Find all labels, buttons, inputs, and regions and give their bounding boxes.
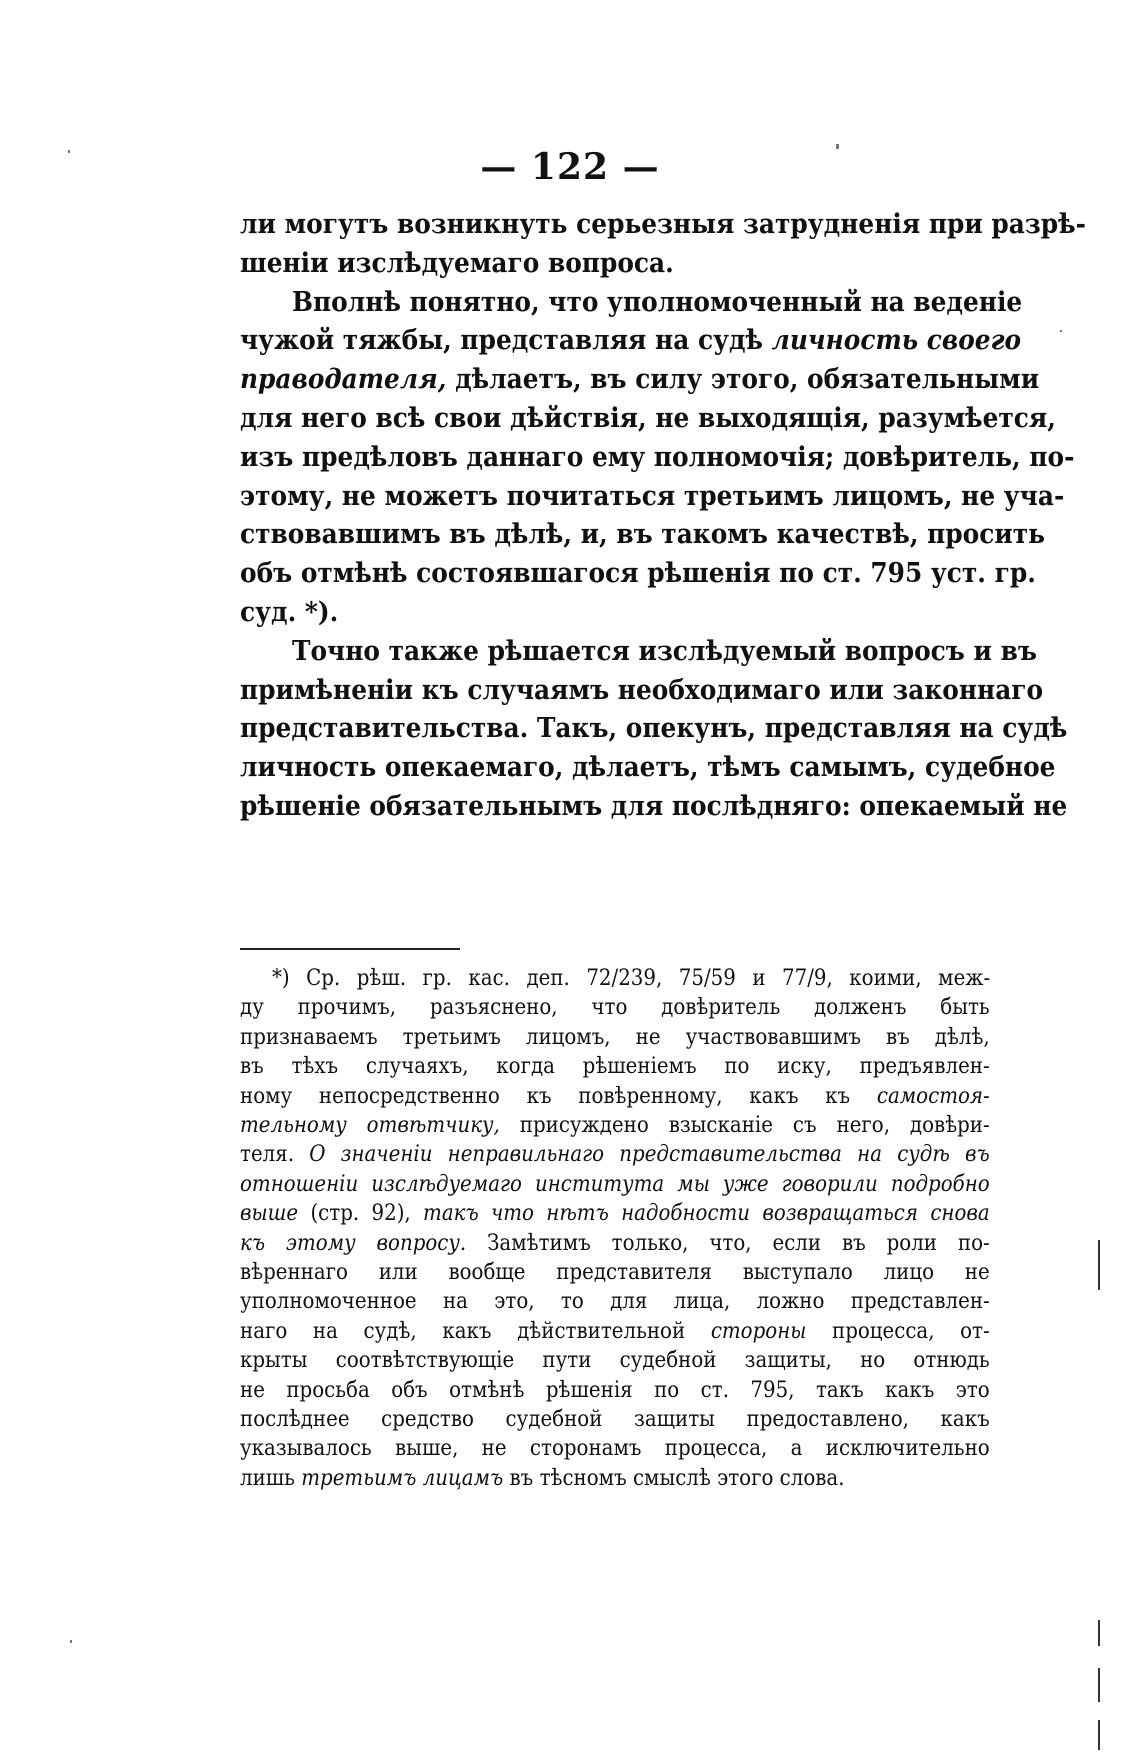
italic-text: такъ что нѣтъ надобности возвращаться снова: [423, 1201, 990, 1227]
scan-margin-mark: [1098, 1720, 1100, 1750]
footnote-line: [240, 1347, 990, 1377]
text-line: [240, 247, 990, 283]
text-run: присуждено взысканіе съ него, довѣри-: [499, 1113, 990, 1138]
italic-text: О значеніи неправильнаго представительства на судѣ въ: [309, 1142, 990, 1168]
text-run: объ отмѣнѣ состоявшагося рѣшенія по ст. 795 уст. гр.: [240, 558, 1036, 590]
footnote-line: [240, 1259, 990, 1289]
text-line: [240, 402, 1056, 438]
scan-margin-mark: [1098, 1620, 1100, 1646]
text-run: уполномоченное на это, то для лица, ложно представлен-: [240, 1289, 990, 1315]
text-run: ли могутъ возникнуть серьезныя затрудненія при разрѣ-: [240, 209, 1086, 240]
footnote-line: [240, 1230, 990, 1260]
footnote-line: [240, 1024, 990, 1054]
text-run: указывалось выше, не сторонамъ процесса, а исключительно: [240, 1436, 990, 1462]
footnote-line: [240, 1200, 990, 1230]
text-run: чужой тяжбы, представляя на судѣ: [240, 325, 772, 357]
text-run: въ тѣсномъ смыслѣ этого слова.: [503, 1465, 845, 1491]
scan-speck: [70, 1640, 72, 1643]
footnote-line: [240, 1318, 990, 1348]
text-run: въ тѣхъ случаяхъ, когда рѣшеніемъ по иску, предъявлен-: [240, 1054, 990, 1080]
italic-text: личность своего: [771, 325, 1022, 357]
text-run: лишь: [240, 1465, 302, 1491]
text-line: [292, 286, 1023, 322]
text-run: *) Ср. рѣш. гр. кас. деп. 72/239, 75/59 и 77/9, коими, меж-: [272, 966, 991, 991]
text-run: представительства. Такъ, опекунъ, представляя на судѣ: [240, 713, 1068, 745]
text-run: изъ предѣловъ даннаго ему полномочія; довѣритель, по-: [240, 441, 1075, 473]
italic-text: самостоя-: [876, 1083, 990, 1109]
footnote-line: [240, 1112, 990, 1142]
text-line: [240, 518, 1046, 554]
footnote-line: [240, 1053, 990, 1083]
text-line: [240, 596, 990, 632]
text-line: [240, 790, 1068, 826]
text-run: Замѣтимъ только, что, если въ роли по-: [466, 1230, 990, 1256]
text-run: этому, не можетъ почитаться третьимъ лицомъ, не уча-: [240, 480, 1065, 512]
italic-text: третьимъ лицамъ: [301, 1465, 504, 1491]
italic-text: отношеніи изслѣдуемаго института мы уже говорили подробно: [240, 1171, 990, 1197]
text-line: [240, 324, 1022, 360]
text-run: процесса, от-: [806, 1318, 990, 1344]
italic-text: выше: [240, 1201, 299, 1227]
text-run: ному непосредственно къ повѣренному, какъ къ: [240, 1083, 877, 1109]
text-run: вѣреннаго или вообще представителя выступало лицо не: [240, 1260, 990, 1285]
footnote-line: [240, 1171, 990, 1201]
text-run: Точно также рѣшается изслѣдуемый вопросъ и въ: [292, 635, 1037, 667]
text-line: [240, 712, 1068, 748]
scan-speck: [836, 144, 839, 149]
footnote-line: [240, 1406, 990, 1436]
text-run: примѣненіи къ случаямъ необходимаго или законнаго: [240, 674, 1044, 706]
text-line: [240, 480, 1065, 516]
page-number: — 122 —: [480, 146, 660, 188]
text-run: (стр. 92),: [298, 1201, 424, 1227]
scan-margin-mark: [1098, 1668, 1100, 1702]
text-line: [240, 441, 1075, 477]
text-run: признаваемъ третьимъ лицомъ, не участвовавшимъ въ дѣлѣ,: [240, 1024, 990, 1050]
italic-text: тельному отвѣтчику,: [240, 1113, 500, 1138]
scan-margin-mark: [1098, 1240, 1100, 1290]
text-line: [240, 363, 1040, 399]
text-line: [240, 557, 1036, 593]
footnote-line: [240, 994, 990, 1024]
text-line: [240, 208, 1086, 244]
text-run: дѣлаетъ, въ силу этого, обязательными: [446, 364, 1040, 396]
scan-speck: [68, 150, 70, 153]
text-run: суд. *).: [240, 597, 339, 628]
text-run: послѣднее средство судебной защиты предоставлено, какъ: [240, 1407, 990, 1432]
scan-speck: [1060, 330, 1062, 332]
italic-text: праводателя,: [240, 364, 447, 396]
text-run: наго на судѣ, какъ дѣйствительной: [240, 1318, 711, 1344]
footnote-line: [240, 1288, 990, 1318]
text-run: личность опекаемаго, дѣлаетъ, тѣмъ самымъ, судебное: [240, 752, 1056, 784]
text-run: ду прочимъ, разъяснено, что довѣритель долженъ быть: [240, 995, 990, 1021]
text-line: [292, 635, 1037, 671]
text-line: [240, 674, 1044, 710]
footnote-line: [240, 1465, 990, 1495]
italic-text: стороны: [710, 1318, 807, 1344]
footnote-line: [240, 1435, 990, 1465]
text-run: ствовавшимъ въ дѣлѣ, и, въ такомъ качествѣ, просить: [240, 519, 1046, 551]
italic-text: къ этому вопросу.: [240, 1230, 467, 1256]
text-run: крыты соотвѣтствующіе пути судебной защиты, но отнюдь: [240, 1348, 990, 1374]
footnote-line: [272, 965, 990, 995]
text-run: рѣшеніе обязательнымъ для послѣдняго: опекаемый не: [240, 791, 1068, 822]
text-run: для него всѣ свои дѣйствія, не выходящія, разумѣется,: [240, 403, 1056, 434]
text-run: Вполнѣ понятно, что уполномоченный на веденіе: [292, 286, 1023, 318]
text-run: теля.: [240, 1142, 310, 1168]
footnote-separator: [240, 948, 460, 950]
text-run: не просьба объ отмѣнѣ рѣшенія по ст. 795, такъ какъ это: [240, 1377, 990, 1403]
footnote-line: [240, 1083, 990, 1113]
footnote-line: [240, 1141, 990, 1171]
footnote-line: [240, 1377, 990, 1407]
text-run: шеніи изслѣдуемаго вопроса.: [240, 247, 674, 279]
text-line: [240, 751, 1056, 787]
